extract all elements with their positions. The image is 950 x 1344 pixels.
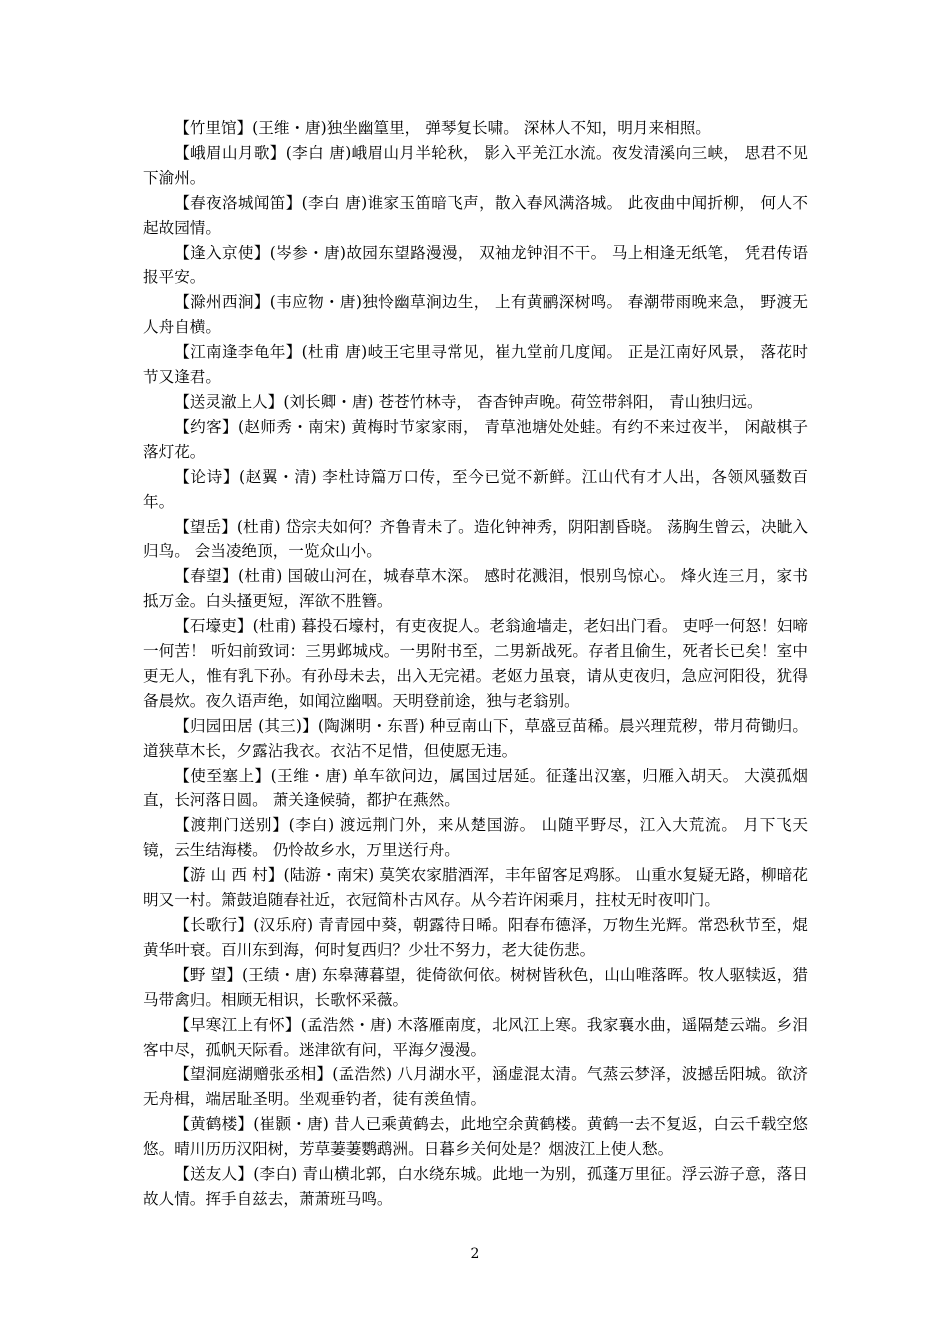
poem-entry bbox=[143, 465, 808, 515]
poem-entry bbox=[143, 141, 808, 191]
poem-text: (李白 唐)峨眉山月半轮秋， 影入平羌江水流。夜发清溪向三峡， 思君不见下渝州。 bbox=[143, 143, 808, 187]
poem-text: (汉乐府) 青青园中葵，朝露待日晞。阳春布德泽，万物生光辉。常恐秋节至，焜黄华叶衰。百川东到海，何时复西归？少壮不努力，老大徒伤悲。 bbox=[143, 916, 808, 959]
poem-text: (岑参・唐)故园东望路漫漫， 双袖龙钟泪不干。 马上相逢无纸笔， 凭君传语报平安。 bbox=[143, 243, 808, 287]
poem-entry bbox=[143, 415, 808, 465]
poem-text: (王维・唐) 单车欲问边，属国过居延。征蓬出汉塞，归雁入胡天。 大漠孤烟直，长河落日圆。 萧关逢候骑，都护在燕然。 bbox=[143, 766, 808, 810]
poem-text: (孟浩然・唐) 木落雁南度，北风江上寒。我家襄水曲，遥隔楚云端。乡泪客中尽，孤帆天际看。迷津欲有问，平海夕漫漫。 bbox=[143, 1015, 808, 1059]
poem-entry bbox=[143, 191, 808, 241]
poem-text: (杜甫) 国破山河在，城春草木深。 感时花溅泪，恨别鸟惊心。 烽火连三月，家书抵万金。白头搔更短，浑欲不胜簪。 bbox=[143, 567, 808, 611]
poem-entry bbox=[143, 390, 808, 415]
poem-text: (杜甫) 岱宗夫如何？齐鲁青未了。造化钟神秀，阴阳割昏晓。 荡胸生曾云，决眦入归鸟。 会当凌绝顶，一览众山小。 bbox=[143, 517, 808, 561]
poem-title: 【江南逢李龟年】 bbox=[174, 343, 302, 362]
poem-title: 【长歌行】 bbox=[174, 916, 254, 934]
poem-title: 【归园田居 (其三)】 bbox=[174, 716, 318, 735]
poem-entry bbox=[143, 963, 808, 1013]
poem-entry bbox=[143, 340, 808, 390]
poem-text: (赵师秀・南宋) 黄梅时节家家雨， 青草池塘处处蛙。有约不来过夜半， 闲敲棋子落灯花。 bbox=[143, 417, 808, 461]
poem-entry bbox=[143, 863, 808, 913]
poem-title: 【早寒江上有怀】 bbox=[174, 1015, 301, 1034]
poem-text: (崔颢・唐) 昔人已乘黄鹤去，此地空余黄鹤楼。黄鹤一去不复返，白云千载空悠悠。晴川历历汉阳树，芳草萋萋鹦鹉洲。日暮乡关何处是？烟波江上使人愁。 bbox=[143, 1115, 808, 1159]
poem-entry bbox=[143, 1162, 808, 1212]
poem-list bbox=[143, 116, 808, 1212]
poem-title: 【黄鹤楼】 bbox=[174, 1115, 254, 1134]
poem-title: 【峨眉山月歌】 bbox=[174, 143, 286, 162]
poem-title: 【约客】 bbox=[174, 417, 238, 436]
poem-title: 【游 山 西 村】 bbox=[174, 866, 284, 885]
poem-title: 【望洞庭湖赠张丞相】 bbox=[174, 1065, 333, 1084]
poem-title: 【春望】 bbox=[174, 567, 238, 586]
poem-text: (陆游・南宋) 莫笑农家腊酒浑，丰年留客足鸡豚。 山重水复疑无路，柳暗花明又一村。箫鼓追随春社近，衣冠简朴古风存。从今若许闲乘月，拄杖无时夜叩门。 bbox=[143, 866, 808, 910]
poem-entry bbox=[143, 515, 808, 565]
poem-title: 【竹里馆】 bbox=[174, 119, 253, 137]
poem-entry bbox=[143, 813, 808, 863]
poem-text: (李白 唐)谁家玉笛暗飞声，散入春风满洛城。 此夜曲中闻折柳， 何人不起故园情。 bbox=[143, 193, 808, 237]
poem-title: 【送友人】 bbox=[174, 1165, 254, 1184]
poem-entry bbox=[143, 913, 808, 963]
poem-text: (王维・唐)独坐幽篁里， 弹琴复长啸。 深林人不知，明月来相照。 bbox=[252, 119, 711, 137]
poem-title: 【滁州西涧】 bbox=[174, 293, 270, 312]
poem-title: 【石壕吏】 bbox=[174, 617, 253, 636]
poem-text: (李白) 渡远荆门外，来从楚国游。 山随平野尽，江入大荒流。 月下飞天镜，云生结海楼。 仍怜故乡水，万里送行舟。 bbox=[143, 816, 808, 860]
poem-title: 【春夜洛城闻笛】 bbox=[174, 193, 302, 212]
poem-title: 【渡荆门送别】 bbox=[174, 816, 289, 835]
poem-text: (孟浩然) 八月湖水平，涵虚混太清。气蒸云梦泽，波撼岳阳城。欲济无舟楫，端居耻圣明。坐观垂钓者，徒有羡鱼情。 bbox=[143, 1065, 808, 1109]
poem-entry bbox=[143, 241, 808, 291]
poem-title: 【论诗】 bbox=[174, 467, 240, 486]
poem-text: (李白) 青山横北郭，白水绕东城。此地一为别，孤蓬万里征。浮云游子意，落日故人情。挥手自兹去，萧萧班马鸣。 bbox=[143, 1165, 808, 1208]
poem-text: (韦应物・唐)独怜幽草涧边生， 上有黄鹂深树鸣。 春潮带雨晚来急， 野渡无人舟自横。 bbox=[143, 293, 808, 337]
poem-title: 【逢入京使】 bbox=[174, 243, 270, 262]
poem-entry bbox=[143, 1112, 808, 1162]
page-number: 2 bbox=[470, 1246, 480, 1262]
poem-entry bbox=[143, 714, 808, 764]
poem-text: (杜甫) 暮投石壕村，有吏夜捉人。老翁逾墙走，老妇出门看。 吏呼一何怒！妇啼一何苦！ 听妇前致词：三男邺城戍。一男附书至，二男新战死。存者且偷生，死者长已矣！室中更无人，惟有乳下孙。有孙母未去，出入无完裙。老妪力虽衰，请从吏夜归，急应河阳役，犹得备晨炊。夜久语声绝，如闻泣幽咽。天明登前途，独与老翁别。 bbox=[143, 617, 808, 710]
poem-text: (王绩・唐) 东皋薄暮望，徙倚欲何依。树树皆秋色，山山唯落晖。牧人驱犊返，猎马带禽归。相顾无相识，长歌怀采薇。 bbox=[143, 965, 809, 1009]
poem-entry bbox=[143, 290, 808, 340]
poem-text: (杜甫 唐)岐王宅里寻常见，崔九堂前几度闻。 正是江南好风景， 落花时节又逢君。 bbox=[143, 343, 808, 387]
poem-title: 【送灵澈上人】 bbox=[174, 392, 284, 411]
poem-entry bbox=[143, 614, 808, 714]
poem-text: (陶渊明・东晋) 种豆南山下，草盛豆苗稀。晨兴理荒秽，带月荷锄归。道狭草木长，夕露沾我衣。衣沾不足惜，但使愿无违。 bbox=[143, 716, 809, 760]
poem-text: (赵翼・清) 李杜诗篇万口传，至今已觉不新鲜。江山代有才人出，各领风骚数百年。 bbox=[143, 467, 808, 511]
poem-title: 【使至塞上】 bbox=[174, 766, 271, 785]
poem-entry bbox=[143, 1013, 808, 1063]
poem-entry bbox=[143, 564, 808, 614]
poem-entry bbox=[143, 116, 808, 141]
poem-title: 【望岳】 bbox=[174, 517, 237, 536]
poem-entry bbox=[143, 764, 808, 814]
poem-text: (刘长卿・唐) 苍苍竹林寺， 杳杳钟声晚。荷笠带斜阳， 青山独归远。 bbox=[283, 392, 763, 411]
poem-title: 【野 望】 bbox=[174, 965, 242, 984]
poem-entry bbox=[143, 1062, 808, 1112]
